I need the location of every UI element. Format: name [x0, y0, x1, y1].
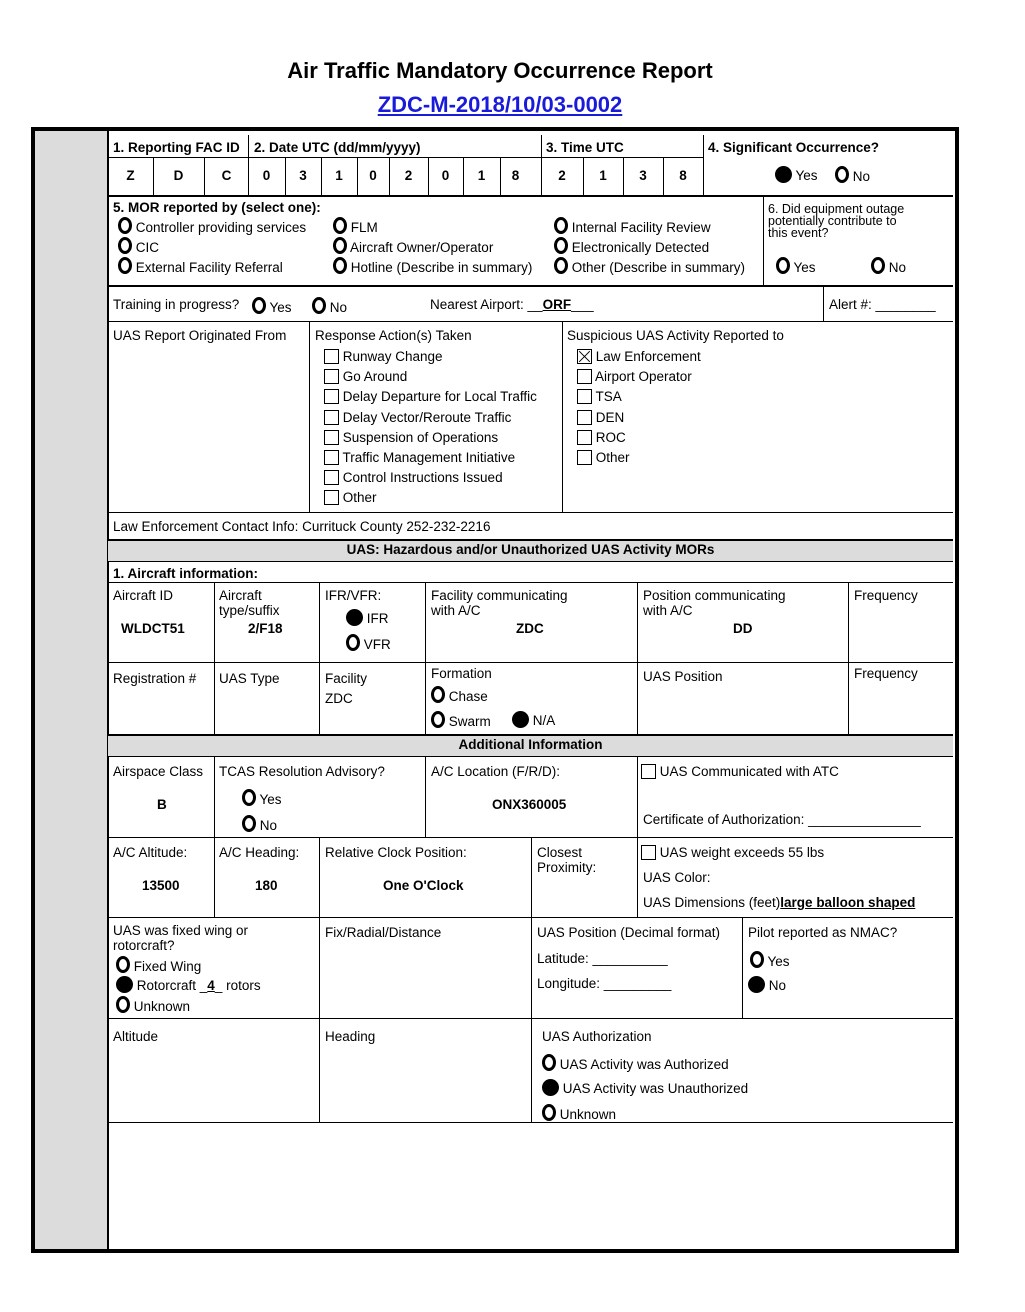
response-item-label: Suspension of Operations	[339, 429, 499, 445]
empty-radio-icon	[554, 217, 568, 234]
suspicious-checkbox-0[interactable]	[577, 349, 701, 364]
alert-number: Alert #: ________	[829, 297, 936, 312]
equip-yes-option[interactable]: Yes	[776, 257, 816, 275]
suspicious-checkbox-2[interactable]	[577, 389, 622, 404]
empty-radio-icon	[333, 237, 347, 254]
mor-opt-cic[interactable]: CIC	[118, 237, 159, 255]
empty-radio-icon	[346, 634, 360, 651]
empty-radio-icon	[835, 166, 849, 183]
training-yes-option[interactable]: Yes	[252, 297, 292, 315]
section-band-uas: UAS: Hazardous and/or Unauthorized UAS Activity MORs	[108, 539, 953, 562]
char-cell: 8	[679, 168, 687, 183]
char-cell: 8	[511, 168, 520, 183]
response-item-label: Traffic Management Initiative	[339, 450, 516, 465]
suspicious-label: Suspicious UAS Activity Reported to	[567, 328, 784, 343]
response-checkbox-3[interactable]	[324, 410, 511, 425]
checkbox-icon	[324, 430, 339, 445]
checkbox-icon	[577, 389, 592, 404]
uas-authorization-label: UAS Authorization	[542, 1029, 652, 1044]
mor-opt-hotline[interactable]: Hotline (Describe in summary)	[333, 257, 532, 275]
report-id-link[interactable]: ZDC-M-2018/10/03-0002	[377, 92, 623, 117]
facility-label: Facility	[325, 671, 368, 686]
summary-divider	[108, 1122, 953, 1123]
filled-radio-icon	[775, 166, 792, 183]
suspicious-item-label: Law Enforcement	[592, 349, 701, 364]
equip-label-3: this event?	[768, 226, 829, 240]
response-label: Response Action(s) Taken	[315, 328, 472, 343]
mor-opt-other[interactable]: Other (Describe in summary)	[554, 257, 745, 275]
fac-comm-label-1: Facility communicating	[431, 588, 568, 603]
nearest-airport: Nearest Airport: __ORF___	[430, 297, 594, 312]
nmac-yes-option[interactable]: Yes	[750, 951, 790, 969]
pos-comm-value: DD	[733, 621, 753, 636]
filled-radio-icon	[542, 1079, 559, 1096]
date-label: 2. Date UTC (dd/mm/yyyy)	[254, 140, 421, 155]
response-item-label: Control Instructions Issued	[339, 470, 503, 486]
empty-radio-icon	[252, 297, 266, 314]
suspicious-checkbox-3[interactable]	[577, 410, 624, 425]
aircraft-type-label-2: type/suffix	[219, 603, 280, 618]
uas-dimensions-value: large balloon shaped	[780, 895, 916, 910]
suspicious-checkbox-5[interactable]	[577, 450, 630, 465]
checkbox-icon	[324, 490, 339, 505]
empty-radio-icon	[242, 789, 256, 806]
response-checkbox-1[interactable]	[324, 369, 407, 384]
wing-label-2: rotorcraft?	[113, 938, 175, 953]
ifrvfr-label: IFR/VFR:	[325, 588, 382, 603]
fixed-wing-option[interactable]: Fixed Wing	[116, 956, 201, 974]
wing-label-1: UAS was fixed wing or	[113, 923, 249, 938]
unknown-wing-option[interactable]: Unknown	[116, 996, 190, 1014]
left-margin-bar	[35, 131, 109, 1249]
aircraft-type-label-1: Aircraft	[219, 588, 262, 603]
law-enforcement-contact: Law Enforcement Contact Info: Currituck County 252-232-2216	[113, 519, 491, 534]
frequency-label: Frequency	[854, 588, 918, 603]
time-label: 3. Time UTC	[546, 140, 624, 155]
auth-unknown-option[interactable]: Unknown	[542, 1104, 616, 1122]
empty-radio-icon	[116, 996, 130, 1013]
checked-box-icon	[577, 349, 592, 364]
longitude-field[interactable]: Longitude: _________	[537, 976, 672, 991]
training-label: Training in progress?	[113, 297, 240, 312]
empty-radio-icon	[431, 711, 445, 728]
checkbox-icon	[324, 369, 339, 384]
divider	[108, 157, 703, 158]
latitude-field[interactable]: Latitude: __________	[537, 951, 668, 966]
empty-radio-icon	[431, 686, 445, 703]
heading-2-label: Heading	[325, 1029, 376, 1044]
checkbox-icon	[577, 410, 592, 425]
checkbox-icon	[324, 450, 339, 465]
fac-comm-value: ZDC	[516, 621, 544, 636]
empty-radio-icon	[871, 257, 885, 274]
auth-yes-option[interactable]: UAS Activity was Authorized	[542, 1054, 729, 1072]
empty-radio-icon	[116, 956, 130, 973]
filled-radio-icon	[512, 711, 529, 728]
uas-position-label: UAS Position	[643, 669, 723, 684]
response-item-label: Delay Departure for Local Traffic	[339, 389, 537, 405]
altitude-value: 13500	[142, 878, 180, 893]
filled-radio-icon	[116, 976, 133, 993]
equip-no-option[interactable]: No	[871, 257, 906, 275]
sig-yes-option[interactable]: Yes	[775, 166, 818, 183]
empty-radio-icon	[312, 297, 326, 314]
response-item-label: Go Around	[339, 369, 408, 385]
location-value: ONX360005	[492, 797, 567, 812]
empty-radio-icon	[333, 257, 347, 274]
pos-comm-label-2: with A/C	[643, 603, 693, 618]
summary-area[interactable]	[110, 1124, 951, 1248]
tcas-no-option[interactable]: No	[242, 815, 277, 833]
uas-type-label: UAS Type	[219, 671, 280, 686]
mor-opt-flm[interactable]: FLM	[333, 217, 378, 235]
empty-radio-icon	[776, 257, 790, 274]
char-cell: 3	[639, 168, 647, 183]
fac-comm-label-2: with A/C	[431, 603, 481, 618]
training-no-option[interactable]: No	[312, 297, 347, 315]
response-item-label: Other	[339, 490, 377, 506]
frequency-2-label: Frequency	[854, 666, 918, 681]
equip-label-1: 6. Did equipment outage	[768, 202, 905, 216]
char-cell: 0	[441, 168, 450, 183]
response-checkbox-6[interactable]	[324, 470, 503, 485]
char-cell: 2	[558, 168, 566, 183]
mor-opt-controller[interactable]: Controller providing services	[118, 217, 306, 235]
suspicious-checkbox-1[interactable]	[577, 369, 692, 384]
rotorcraft-option[interactable]: Rotorcraft _4_ rotors	[116, 976, 261, 993]
pos-comm-label-1: Position communicating	[643, 588, 786, 603]
aircraft-id-value: WLDCT51	[121, 621, 185, 636]
suspicious-checkbox-4[interactable]	[577, 430, 626, 445]
location-label: A/C Location (F/R/D):	[431, 764, 561, 779]
checkbox-icon	[324, 470, 339, 485]
airspace-label: Airspace Class	[113, 764, 204, 779]
heading-value: 180	[255, 878, 278, 893]
swarm-option[interactable]: Swarm	[431, 711, 491, 729]
clock-value: One O'Clock	[383, 878, 464, 893]
response-checkbox-4[interactable]	[324, 430, 498, 445]
char-cell: 0	[262, 168, 271, 183]
uas-dimensions: UAS Dimensions (feet)large balloon shaped	[643, 895, 916, 910]
tcas-yes-option[interactable]: Yes	[242, 789, 282, 807]
checkbox-icon	[641, 764, 656, 779]
facility-value: ZDC	[325, 691, 353, 706]
response-checkbox-7[interactable]	[324, 490, 377, 505]
na-option[interactable]: N/A	[512, 711, 555, 728]
response-item-label: Runway Change	[339, 349, 443, 364]
ifr-option[interactable]: IFR	[346, 609, 389, 626]
checkbox-icon	[324, 389, 339, 404]
section-band-additional: Additional Information	[108, 734, 953, 757]
certificate-label: Certificate of Authorization: _______________	[643, 812, 921, 827]
char-cell: C	[221, 168, 232, 183]
uas-decimal-label: UAS Position (Decimal format)	[537, 925, 721, 940]
response-checkbox-0[interactable]	[324, 349, 443, 364]
suspicious-item-label: Other	[592, 450, 630, 465]
suspicious-item-label: TSA	[592, 389, 622, 405]
checkbox-icon	[577, 430, 592, 445]
aircraft-type-value: 2/F18	[248, 621, 283, 636]
fac-id-label: 1. Reporting FAC ID	[113, 140, 240, 155]
empty-radio-icon	[542, 1104, 556, 1121]
uas-color-label: UAS Color:	[643, 870, 711, 885]
altitude-2-label: Altitude	[113, 1029, 159, 1044]
checkbox-icon	[324, 410, 339, 425]
checkbox-icon	[577, 450, 592, 465]
char-cell: 1	[477, 168, 486, 183]
empty-radio-icon	[242, 815, 256, 832]
sig-no-option[interactable]: No	[835, 166, 870, 184]
empty-radio-icon	[333, 217, 347, 234]
mor-opt-owner[interactable]: Aircraft Owner/Operator	[333, 237, 493, 255]
checkbox-icon	[324, 349, 339, 364]
uas-originated-label: UAS Report Originated From	[113, 328, 287, 343]
uas-comm-checkbox[interactable]: UAS Communicated with ATC	[641, 764, 839, 779]
suspicious-item-label: ROC	[592, 429, 626, 445]
rotor-count-value: 4	[207, 978, 215, 993]
mor-opt-electronic[interactable]: Electronically Detected	[554, 237, 709, 255]
mor-opt-internal[interactable]: Internal Facility Review	[554, 217, 711, 235]
char-cell: 2	[404, 168, 413, 183]
checkbox-icon	[641, 845, 656, 860]
filled-radio-icon	[748, 976, 765, 993]
char-cell: Z	[126, 168, 135, 183]
char-cell: 1	[335, 168, 343, 183]
char-cell: 0	[369, 168, 377, 183]
tcas-label: TCAS Resolution Advisory?	[219, 764, 385, 779]
equip-label-2: potentially contribute to	[768, 214, 897, 228]
empty-radio-icon	[554, 237, 568, 254]
empty-radio-icon	[118, 237, 132, 254]
fix-radial-label: Fix/Radial/Distance	[325, 925, 442, 940]
response-checkbox-5[interactable]	[324, 450, 515, 465]
report-title: Air Traffic Mandatory Occurrence Report	[287, 58, 713, 83]
uas-weight-checkbox[interactable]: UAS weight exceeds 55 lbs	[641, 845, 824, 860]
altitude-label: A/C Altitude:	[113, 845, 188, 860]
nearest-airport-value: ORF	[542, 297, 572, 312]
vfr-option[interactable]: VFR	[346, 634, 391, 652]
char-cell: D	[173, 168, 184, 183]
empty-radio-icon	[542, 1054, 556, 1071]
empty-radio-icon	[750, 951, 764, 968]
mor-label: 5. MOR reported by (select one):	[113, 200, 321, 215]
empty-radio-icon	[554, 257, 568, 274]
auth-no-option[interactable]: UAS Activity was Unauthorized	[542, 1079, 748, 1096]
heading-label: A/C Heading:	[219, 845, 300, 860]
clock-label: Relative Clock Position:	[325, 845, 467, 860]
empty-radio-icon	[118, 257, 132, 274]
nmac-label: Pilot reported as NMAC?	[748, 925, 898, 940]
checkbox-icon	[577, 369, 592, 384]
suspicious-item-label: Airport Operator	[592, 369, 692, 385]
registration-label: Registration #	[113, 671, 197, 686]
response-checkbox-2[interactable]	[324, 389, 537, 404]
suspicious-item-label: DEN	[592, 409, 625, 425]
significant-label: 4. Significant Occurrence?	[708, 140, 880, 155]
formation-label: Formation	[431, 666, 492, 681]
closest-label-2: Proximity:	[537, 860, 597, 875]
closest-label-1: Closest	[537, 845, 583, 860]
form-frame	[31, 127, 959, 1253]
aircraft-section-label: 1. Aircraft information:	[113, 566, 259, 581]
airspace-value: B	[157, 797, 167, 812]
nmac-no-option[interactable]: No	[748, 976, 786, 993]
mor-opt-external[interactable]: External Facility Referral	[118, 257, 283, 275]
response-item-label: Delay Vector/Reroute Traffic	[339, 409, 512, 425]
empty-radio-icon	[118, 217, 132, 234]
char-cell: 1	[599, 168, 607, 183]
char-cell: 3	[299, 168, 307, 183]
filled-radio-icon	[346, 609, 363, 626]
aircraft-id-label: Aircraft ID	[113, 588, 174, 603]
chase-option[interactable]: Chase	[431, 686, 488, 704]
